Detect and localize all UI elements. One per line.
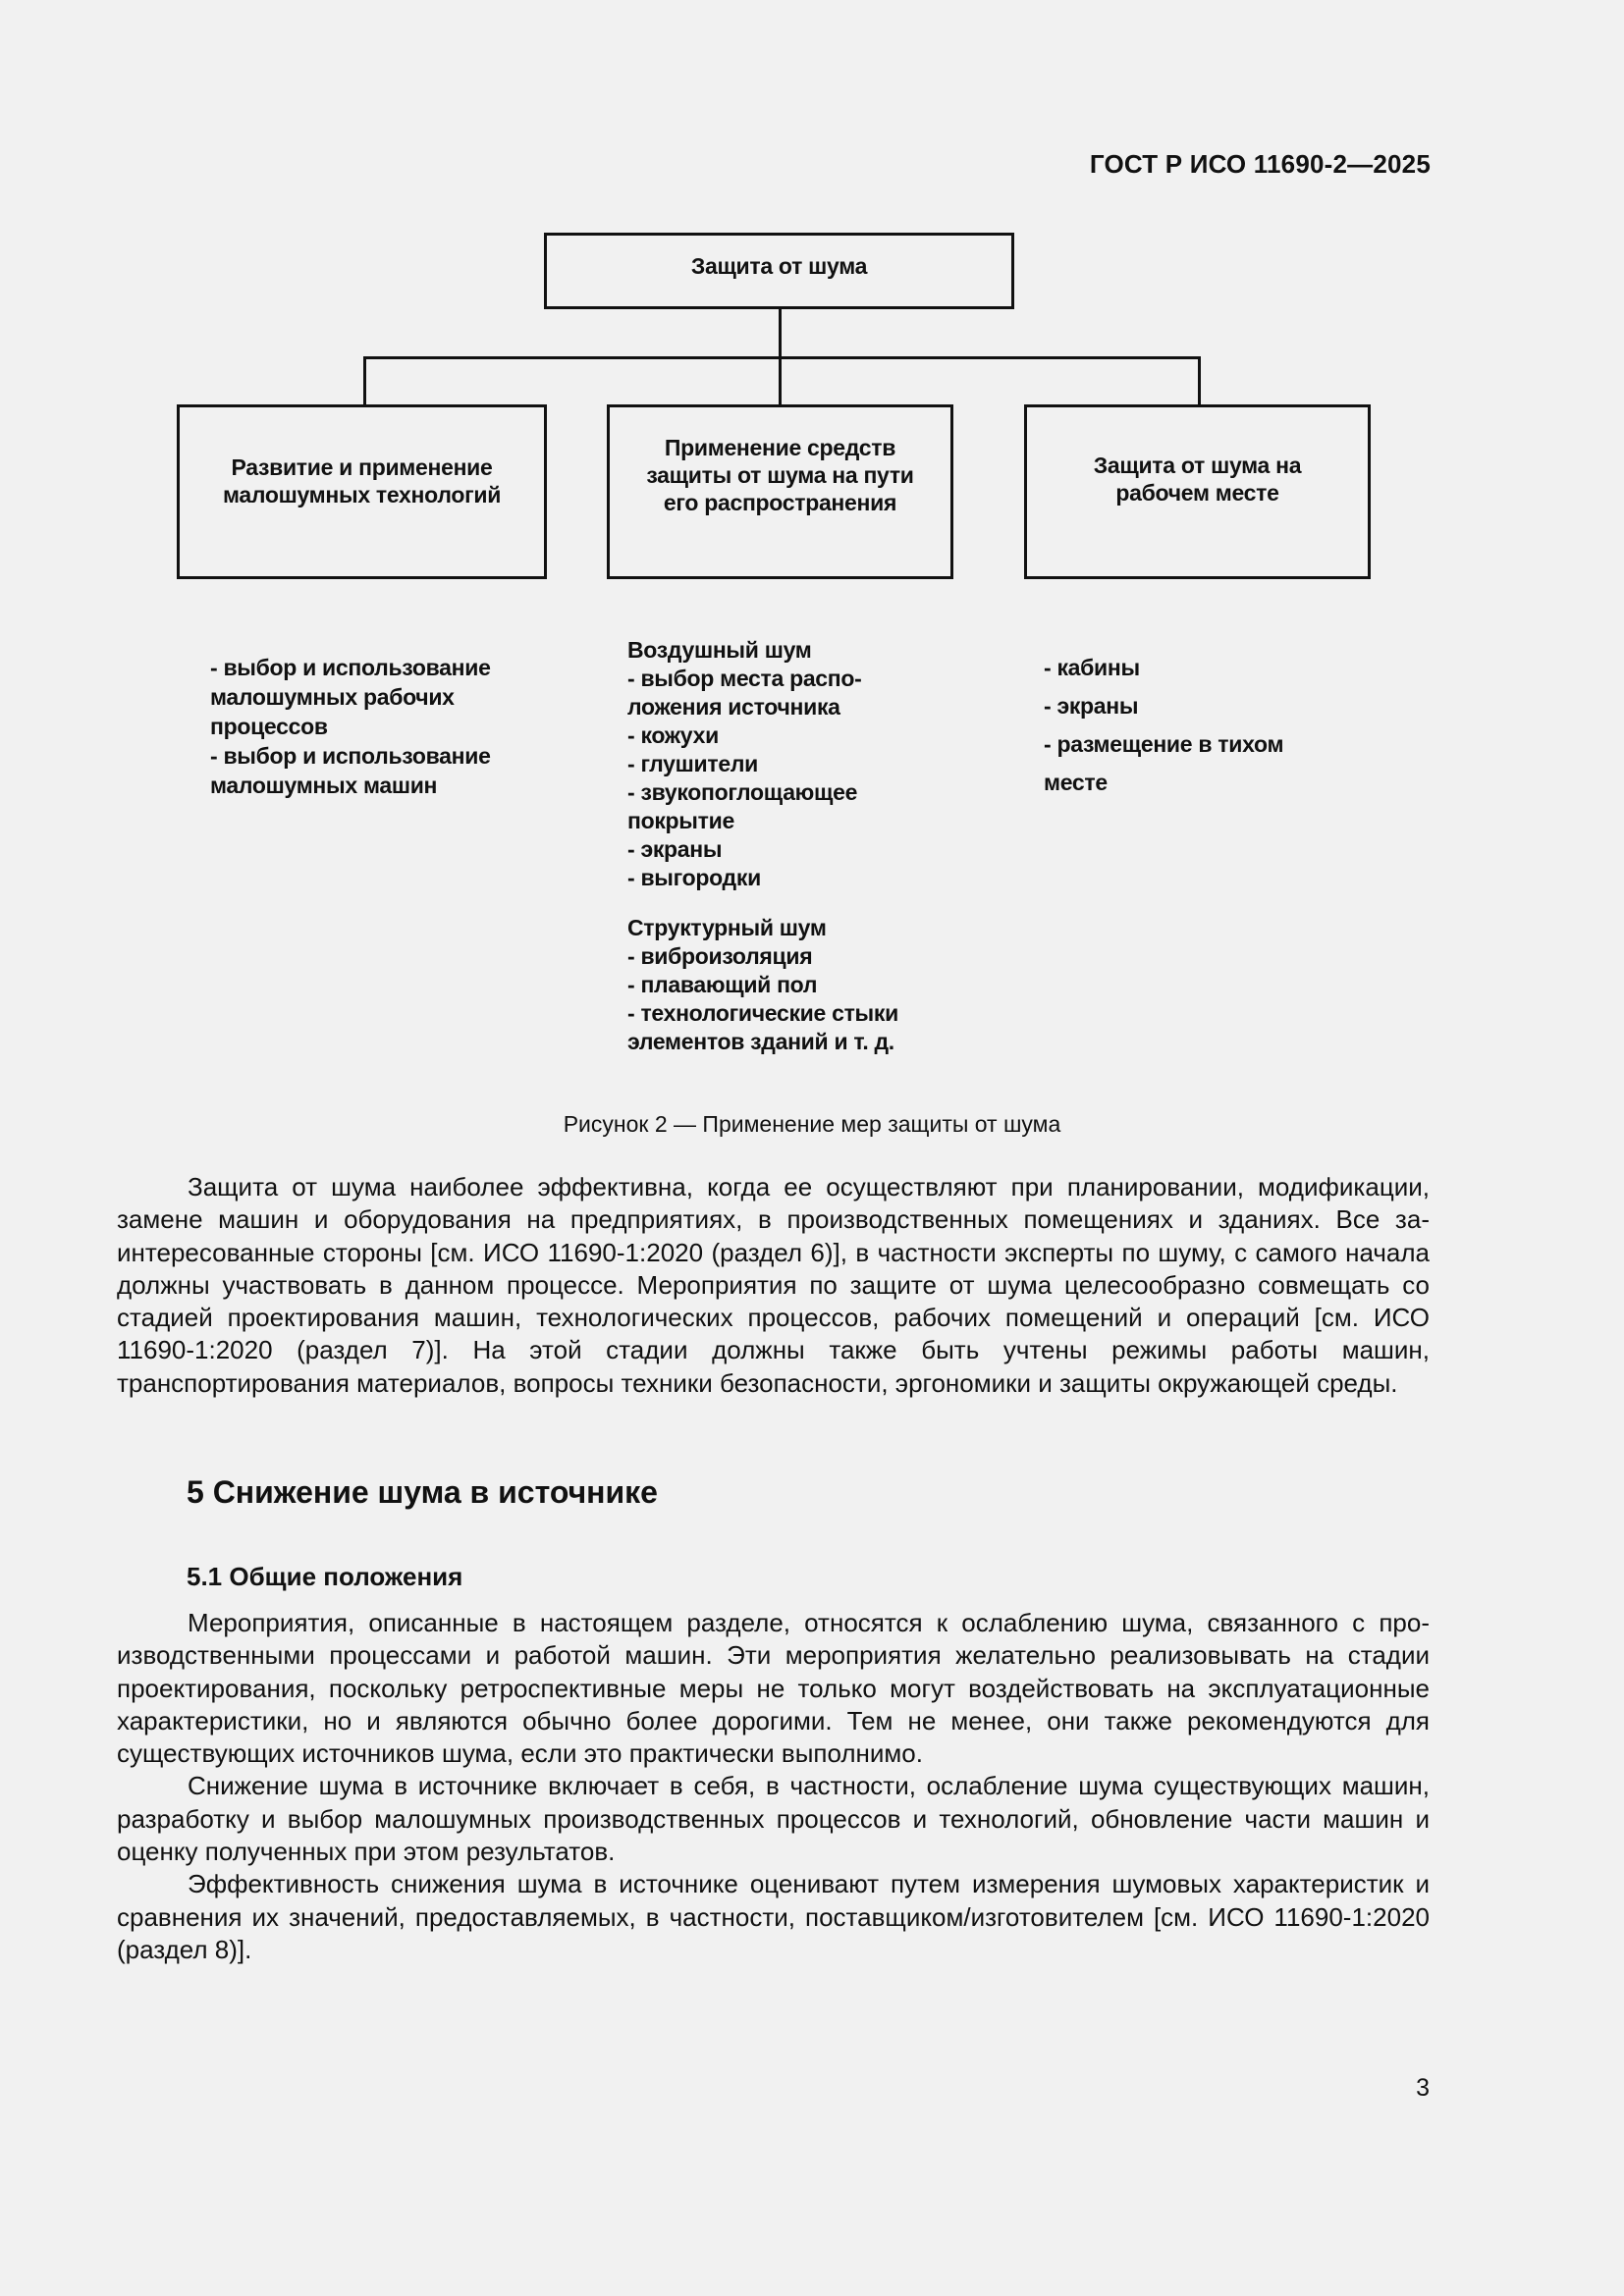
list-item: - выгородки <box>627 865 761 890</box>
group-heading-airborne: Воздушный шум <box>627 637 812 663</box>
diagram-root-box <box>544 233 1014 309</box>
list-item: ложения источника <box>627 694 840 720</box>
document-code: ГОСТ Р ИСО 11690-2—2025 <box>1089 149 1431 179</box>
group-heading-structure-borne: Структурный шум <box>627 915 827 940</box>
list-item: процессов <box>210 714 328 739</box>
list-item: - выбор места распо- <box>627 666 862 691</box>
figure-caption: Рисунок 2 — Применение мер защиты от шума <box>563 1111 1061 1137</box>
diagram-root-label: Защита от шума <box>690 253 868 279</box>
list-item: элементов зданий и т. д. <box>627 1029 894 1054</box>
list-item: - звукопоглощающее <box>627 779 858 805</box>
list-item: - экраны <box>627 836 723 862</box>
list-item: покрытие <box>627 808 734 833</box>
connector-branch-right <box>1198 356 1201 405</box>
workplace-measures-list <box>1044 649 1283 802</box>
branch-box-technologies <box>177 404 547 579</box>
list-item: - выбор и использование <box>210 743 491 769</box>
paragraph: Эффективность снижения шума в источнике оценивают путем измерения шумовых характеристик и сравнения их значений, предоставляемых, в частности, поставщиком/изготовителем [см. ИСО 11690-1:2020 (раздел 8)]. <box>117 1869 1430 1964</box>
list-item: - глушители <box>627 751 758 776</box>
list-item: - кабины <box>1044 655 1140 680</box>
section-body <box>0 1607 1430 1966</box>
branch-label-technologies: Развитие и применение малошумных технологий <box>222 454 502 507</box>
connector-branch-middle <box>779 356 782 405</box>
subsection-heading: 5.1 Общие положения <box>187 1562 463 1591</box>
branch-label-propagation-path: Применение средств защиты от шума на пути его распространения <box>646 435 914 515</box>
branch-label-workplace: Защита от шума на рабочем месте <box>1093 453 1302 506</box>
connector-root-vertical <box>779 309 782 358</box>
branch-box-workplace <box>1024 404 1371 579</box>
list-item: месте <box>1044 770 1108 795</box>
paragraph: Мероприятия, описанные в настоящем разделе, относятся к ослаблению шума, связанного с производственными процессами и работой машин. Эти мероприятия желательно реализовывать на стадии проектирования, поскольку ретроспективные меры не только могут воздействовать на эксплуатационные характеристики, но и являются обычно более дорогими. Тем не менее, они также рекомендуются для существующих источников шума, если это практически выполнимо. <box>117 1608 1430 1769</box>
list-item: малошумных машин <box>210 773 438 798</box>
list-item: - размещение в тихом <box>1044 731 1284 757</box>
connector-horizontal <box>363 356 1201 359</box>
propagation-measures-list <box>627 636 898 1056</box>
page-number: 3 <box>1416 2074 1430 2102</box>
technologies-measures-list <box>210 653 491 800</box>
branch-box-propagation-path <box>607 404 953 579</box>
list-item: - выбор и использование <box>210 655 491 680</box>
paragraph: Снижение шума в источнике включает в себя, в частности, ослабление шума существующих машин, разработку и выбор малошумных производственных процессов и технологий, обновление части машин и оценку полученных при этом результатов. <box>117 1771 1430 1867</box>
list-item: - плавающий пол <box>627 972 818 997</box>
intro-paragraph: Защита от шума наиболее эффективна, когда ее осуществляют при планировании, модификации, замене машин и оборудования на предприятиях, в производственных помещениях и зданиях. Все заинтересованные стороны [см. ИСО 11690-1:2020 (раздел 6)], в частности эксперты по шуму, с самого начала должны участвовать в данном процессе. Мероприятия по защите от шума целесообразно совмещать со стадией проектирования машин, технологических процессов, рабочих помещений и операций [см. ИСО 11690-1:2020 (раздел 7)]. На этой стадии должны также быть учтены режимы работы машин, транспортирования материалов, вопросы техники безопасности, эргономики и защиты окружающей среды. <box>117 1172 1430 1398</box>
connector-branch-left <box>363 356 366 405</box>
list-item: - кожухи <box>627 722 719 748</box>
list-item: - виброизоляция <box>627 943 813 969</box>
list-item: - экраны <box>1044 693 1139 719</box>
section-heading: 5 Снижение шума в источнике <box>187 1474 658 1510</box>
list-item: малошумных рабочих <box>210 684 455 710</box>
list-item: - технологические стыки <box>627 1000 898 1026</box>
